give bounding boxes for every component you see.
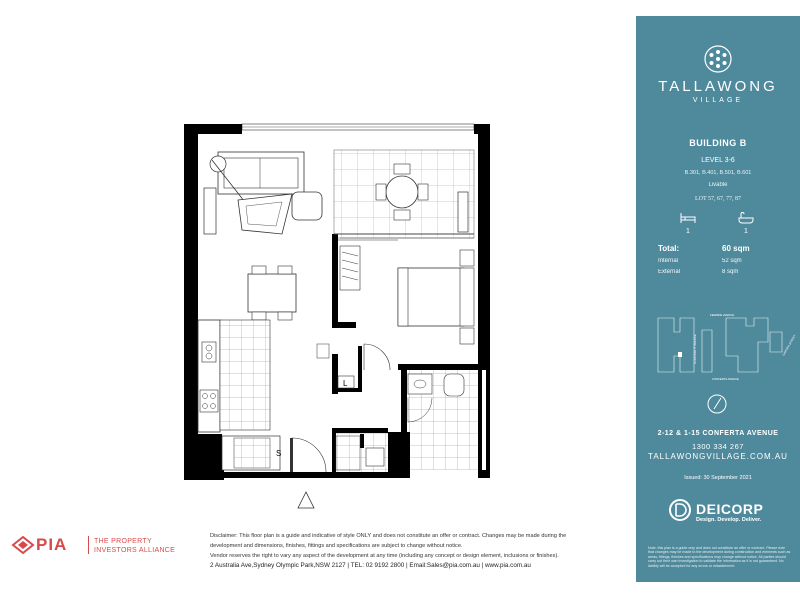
external-value: 8 sqm: [722, 269, 739, 275]
pia-divider: [88, 536, 89, 554]
bed-icon: [680, 212, 696, 224]
bath-icon: [738, 212, 754, 224]
sales-phone: 1300 334 267: [692, 442, 744, 451]
storage-label: S: [276, 449, 282, 458]
issued-date: Issued: 30 September 2021: [684, 475, 752, 481]
disclaimer-line-2: development and dimensions, finishes, fittings and specifications are subject to change without notice.: [210, 543, 463, 549]
unit-type: Livable: [708, 182, 728, 188]
brand-name: TALLAWONG: [658, 78, 778, 95]
coffee-table: [238, 194, 292, 234]
unit-info-panel: [636, 16, 800, 582]
tv-unit: [204, 188, 216, 234]
unit-location-marker: [678, 352, 682, 357]
keyplan-label-left: LORD BARTY AVENUE: [693, 334, 697, 364]
deicorp-logo-icon: [668, 498, 692, 522]
internal-value: 52 sqm: [722, 258, 742, 264]
total-value: 60 sqm: [722, 244, 750, 253]
armchair: [292, 192, 322, 220]
balcony-table: [386, 176, 418, 208]
footer-contact: 2 Australia Ave,Sydney Olympic Park,NSW 2127 | TEL: 02 9192 2800 | Email:Sales@pia.com.au | www.pia.com.au: [210, 562, 531, 569]
website-link[interactable]: TALLAWONGVILLAGE.COM.AU: [648, 452, 788, 461]
keyplan-label-right: GARDEN STREET: [781, 333, 797, 357]
disclaimer-line-3: Vendor reserves the right to vary any aspect of the development at any time (including any concept or design element, inclusions or finishes).: [210, 553, 559, 559]
floor-plan: [182, 122, 492, 517]
bedroom-count: 1: [686, 228, 690, 235]
entry-arrow: [298, 492, 314, 508]
site-address: 2-12 & 1-15 CONFERTA AVENUE: [657, 430, 779, 437]
laundry-label: L: [343, 379, 348, 388]
wall-left: [184, 124, 198, 434]
external-label: External: [658, 269, 681, 275]
pia-tagline-line-2: INVESTORS ALLIANCE: [94, 547, 176, 554]
brand-sub: VILLAGE: [692, 97, 744, 104]
tallawong-logo-icon: [703, 44, 733, 74]
developer-tagline: Design. Develop. Deliver.: [696, 517, 762, 523]
total-area-row: [654, 244, 784, 253]
key-plan: [650, 312, 797, 382]
internal-area-row: [654, 258, 784, 264]
kitchen-bench: [198, 320, 220, 432]
bathroom-count: 1: [744, 228, 748, 235]
external-area-row: [654, 269, 784, 275]
keyplan-label-top: FERRIDE AVENUE: [710, 313, 735, 317]
vanity: [408, 374, 432, 394]
toilet: [444, 374, 464, 396]
building-title: BUILDING B: [689, 138, 747, 148]
keyplan-label-bottom: CONFERTA AVENUE: [712, 377, 739, 381]
internal-label: Internal: [658, 258, 679, 264]
north-compass-icon: [706, 393, 728, 415]
pia-tagline-line-1: THE PROPERTY: [94, 538, 152, 545]
total-label: Total:: [658, 244, 680, 253]
lot-numbers: LOT 57, 67, 77, 87: [694, 196, 742, 202]
pia-brand: PIA: [36, 535, 68, 554]
pia-tagline: [94, 537, 175, 555]
disclaimer: [210, 531, 630, 561]
pia-logo-icon: [12, 535, 34, 555]
wall-bottom: [184, 470, 224, 480]
cooktop: [200, 390, 218, 412]
developer-fine-print: Note: this plan is a guide only and does not constitute an offer or contract. Please note that changes may be made to the development during construction and elements such as areas, fittings, finishes and specifications may change without notice. All parties should carry out their own investigation to validate the information as it is not guaranteed. No liability will be accepted for any errors or misstatement.: [648, 546, 791, 568]
developer-name: DEICORP: [696, 501, 764, 517]
dining-table: [248, 274, 296, 312]
disclaimer-line-1: Disclaimer: This floor plan is a guide and indicative of style ONLY and does not constitute an offer or contract. Changes may be made during the: [210, 533, 567, 539]
level-text: LEVEL 3-6: [701, 157, 735, 164]
apartment-numbers: B.301, B.401, B.501, B.601: [684, 170, 752, 176]
